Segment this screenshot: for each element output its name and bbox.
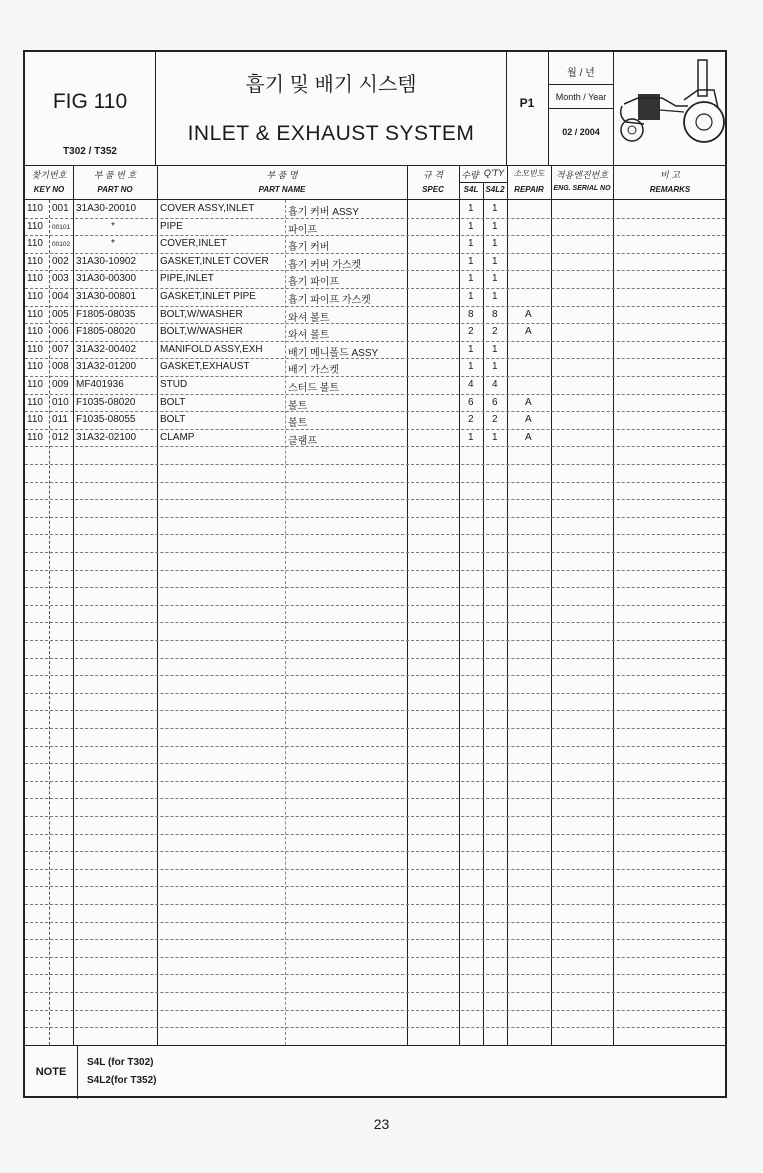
part-name-korean: 스터드 볼트 [288,383,340,394]
part-number: 31A30-00300 [76,273,137,285]
key-sub: 008 [52,361,69,373]
key-sub: 012 [52,431,69,443]
key-fig: 110 [27,308,43,320]
col-qty-s4l: S4L [463,185,479,194]
part-number: 31A32-01200 [76,361,137,373]
key-sub: 007 [52,343,69,355]
table-row [25,798,725,817]
table-row [25,358,725,377]
parts-catalog-sheet [23,50,727,1098]
key-sub: 011 [52,414,68,426]
col-serial-kr: 적용엔진번호 [555,170,609,180]
key-sub: 003 [52,273,69,285]
table-row [25,640,725,659]
date-label-english: Month / Year [555,92,607,102]
table-row [25,675,725,694]
sheet-header [25,52,725,166]
part-number: 31A30-20010 [76,203,137,214]
col-repair-kr: 소모빈도 [513,169,545,178]
table-row [25,904,725,923]
repair-code: A [525,396,532,408]
col-spec-kr: 규 격 [423,170,443,180]
part-name-korean: 흡기 커버 가스켓 [288,259,362,271]
key-fig: 110 [27,273,43,285]
key-sub: 00102 [52,241,71,249]
table-row [25,218,725,237]
table-row [25,341,725,360]
part-name-english: COVER ASSY,INLET [160,203,255,214]
key-sub: 001 [52,203,69,214]
table-row [25,939,725,958]
col-key-kr: 찾기번호 [31,170,67,180]
figure-box [25,52,155,165]
part-name-korean: 흡기 커버 ASSY [288,207,359,218]
key-fig: 110 [27,220,43,232]
table-row [25,570,725,589]
col-part-kr: 부 품 번 호 [93,170,137,180]
repair-code: A [525,326,532,338]
col-name: PART NAME [258,185,306,194]
part-name-english: MANIFOLD ASSY,EXH [160,343,263,355]
qty-s4l: 8 [468,308,474,320]
date-box [549,52,613,165]
qty-s4l: 1 [468,238,474,250]
table-row [25,499,725,518]
key-fig: 110 [27,326,43,338]
table-row [25,622,725,641]
part-number: F1805-08035 [76,308,136,320]
table-row [25,834,725,853]
tractor-icon [614,52,727,165]
part-name-korean: 볼트 [288,418,308,430]
qty-s4l: 1 [468,361,474,373]
part-name-english: PIPE [160,220,183,232]
date-value: 02 / 2004 [562,127,600,137]
qty-s4l2: 1 [492,291,498,302]
qty-s4l2: 2 [492,326,498,338]
table-row [25,728,725,747]
part-name-korean: 와셔 볼트 [288,330,330,342]
table-row [25,464,725,483]
col-name-kr: 부 품 명 [266,170,298,180]
part-name-korean: 클램프 [288,435,317,447]
table-row [25,693,725,712]
qty-s4l: 6 [468,396,474,408]
table-row [25,446,725,465]
table-row [25,957,725,976]
qty-s4l: 2 [468,414,474,426]
table-row [25,288,725,307]
part-name-english: GASKET,EXHAUST [160,361,250,373]
qty-s4l: 1 [468,431,474,443]
part-name-korean: 흡기 파이프 가스켓 [288,295,371,306]
qty-s4l2: 2 [492,414,498,426]
col-remarks-kr: 비 고 [660,170,680,180]
col-part: PART NO [97,185,133,194]
page-number: 23 [373,1116,390,1132]
title-korean: 흡기 및 배기 시스템 [245,74,417,96]
col-remarks: REMARKS [649,185,691,194]
part-number: 31A30-00801 [76,291,137,302]
note-line-2: S4L2(for T352) [87,1075,157,1086]
key-fig: 110 [27,203,43,214]
part-number: MF401936 [76,379,124,390]
part-name-english: COVER,INLET [160,238,227,250]
qty-s4l: 1 [468,220,474,232]
qty-s4l: 1 [468,343,474,355]
part-name-english: GASKET,INLET PIPE [160,291,256,302]
table-row [25,851,725,870]
key-sub: 004 [52,291,69,302]
qty-s4l2: 6 [492,396,498,408]
table-row [25,235,725,254]
key-sub: 009 [52,379,69,390]
table-row [25,992,725,1011]
col-serial: ENG. SERIAL NO [553,185,611,192]
parts-table-body [25,200,725,1045]
note-box [25,1045,725,1099]
table-row [25,1027,725,1046]
repair-code: A [525,431,532,443]
table-row [25,482,725,501]
figure-number: FIG 110 [52,90,128,113]
qty-s4l2: 1 [492,431,498,443]
table-row [25,710,725,729]
qty-s4l2: 1 [492,343,498,355]
qty-s4l2: 1 [492,255,498,267]
table-row [25,816,725,835]
key-fig: 110 [27,361,43,373]
qty-s4l2: 1 [492,220,498,232]
part-number: 31A32-00402 [76,343,137,355]
key-fig: 110 [27,238,43,250]
table-row [25,869,725,888]
table-row [25,605,725,624]
part-name-english: BOLT,W/WASHER [160,326,243,338]
col-qty: Q'TY [483,168,505,178]
key-fig: 110 [27,379,43,390]
key-fig: 110 [27,255,43,267]
table-row [25,429,725,448]
part-name-korean: 파이프 [288,224,317,236]
key-fig: 110 [27,431,43,443]
qty-s4l: 4 [468,379,474,390]
column-header [25,165,725,200]
table-row [25,552,725,571]
table-row [25,922,725,941]
part-name-english: CLAMP [160,431,195,443]
key-sub: 005 [52,308,69,320]
note-line-1: S4L (for T302) [87,1057,154,1068]
qty-s4l2: 8 [492,308,498,320]
part-number: * [111,238,115,250]
part-number: F1805-08020 [76,326,136,338]
qty-s4l: 1 [468,255,474,267]
qty-s4l2: 4 [492,379,498,390]
key-sub: 006 [52,326,69,338]
table-row [25,658,725,677]
title-english: INLET & EXHAUST SYSTEM [187,122,475,145]
note-label: NOTE [35,1066,67,1078]
part-number: F1035-08020 [76,396,136,408]
col-qty-kr: 수량 [461,170,479,180]
table-row [25,306,725,325]
part-number: 31A32-02100 [76,431,137,443]
part-name-english: BOLT [160,396,186,408]
table-row [25,781,725,800]
table-row [25,1010,725,1029]
col-repair: REPAIR [514,185,544,194]
part-name-english: PIPE,INLET [160,273,214,285]
table-row [25,534,725,553]
key-fig: 110 [27,396,43,408]
table-row [25,200,725,219]
qty-s4l: 2 [468,326,474,338]
table-row [25,974,725,993]
part-name-korean: 볼트 [288,400,308,412]
key-fig: 110 [27,343,43,355]
key-sub: 002 [52,255,69,267]
col-qty-s4l2: S4L2 [485,185,505,194]
repair-code: A [525,414,532,426]
part-name-english: GASKET,INLET COVER [160,255,269,267]
part-name-korean: 흡기 파이프 [288,277,340,289]
table-row [25,886,725,905]
tractor-illustration [614,52,727,165]
table-row [25,587,725,606]
qty-s4l: 1 [468,291,474,302]
col-key: KEY NO [33,185,65,194]
key-fig: 110 [27,414,43,426]
part-number: * [111,220,115,232]
repair-code: A [525,308,532,320]
qty-s4l2: 1 [492,273,498,285]
table-row [25,411,725,430]
part-name-korean: 흡기 커버 [288,242,330,254]
qty-s4l2: 1 [492,203,498,214]
title-box [156,52,506,165]
table-row [25,253,725,272]
part-name-english: BOLT [160,414,186,426]
date-label-korean: 월 / 년 [567,68,595,79]
part-number: 31A30-10902 [76,255,137,267]
part-name-korean: 와셔 볼트 [288,312,330,324]
table-row [25,746,725,765]
key-sub: 00101 [52,223,71,231]
part-name-english: STUD [160,379,188,390]
part-name-english: BOLT,W/WASHER [160,308,243,320]
table-row [25,763,725,782]
table-row [25,394,725,413]
part-name-korean: 배기 가스켓 [288,365,340,377]
col-spec: SPEC [422,185,444,194]
qty-s4l: 1 [468,273,474,285]
table-row [25,517,725,536]
table-row [25,270,725,289]
key-fig: 110 [27,291,43,302]
part-name-korean: 배기 메니폴드 ASSY [288,347,379,359]
qty-s4l2: 1 [492,361,498,373]
part-number: F1035-08055 [76,414,136,426]
key-sub: 010 [52,396,69,408]
page-code: P1 [519,96,535,110]
qty-s4l2: 1 [492,238,498,250]
table-row [25,323,725,342]
qty-s4l: 1 [468,203,474,214]
table-row [25,376,725,395]
model-codes: T302 / T352 [63,146,117,157]
